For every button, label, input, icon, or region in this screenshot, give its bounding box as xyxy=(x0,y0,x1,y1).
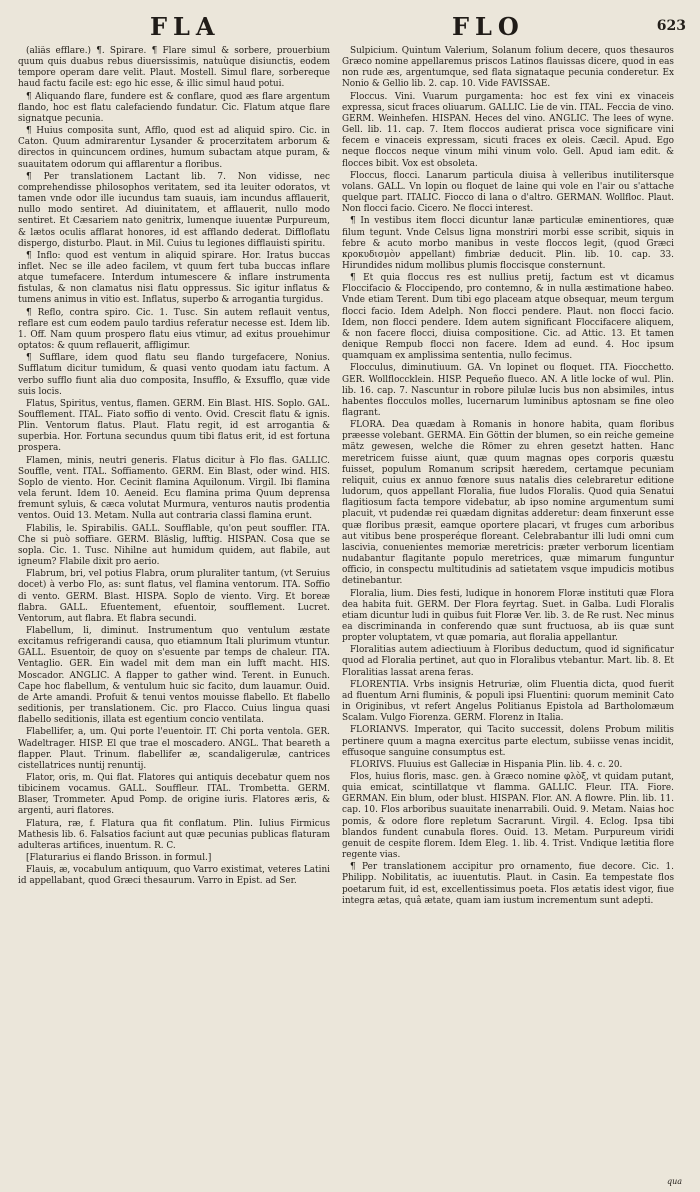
dictionary-entry: Flatura, ræ, f. Flatura qua fit conflatum. Plin. Iulius Firmicus Mathesis lib. 6. Falsatios faciunt aut quæ pecunias publicas flaturam adulteras artifices, inuentum. R. C. xyxy=(18,818,330,851)
dictionary-entry: ¶ Huius composita sunt, Afflo, quod est ad aliquid spiro. Cic. in Caton. Quum admirarentur Lysander & procerzitatem arborum & directos in quincuncem ordines, humum subactam atque puram, & suauitatem odorum qui afflarentur a floribus. xyxy=(18,126,330,170)
running-head-left: FLA xyxy=(150,12,221,41)
dictionary-entry: ¶ Sufflare, idem quod flatu seu flando turgefacere, Nonius. Sufflatum dicitur tumidum, & quasi vento quodam iatu factum. A verbo sufflo fiunt alia duo composita, Insufflo, & Exsufflo, quæ vide suis locis. xyxy=(18,353,330,397)
dictionary-entry: ¶ Aliquando flare, fundere est & conflare, quod æs flare argentum flando, hoc est flatu calefaciendo fundatur. Cic. Flatum atque flare signatque pecunia. xyxy=(18,91,330,124)
dictionary-entry: Flabilis, le. Spirabilis. GALL. Soufflable, qu'on peut souffler. ITA. Che si può soffiare. GERM. Bläslig, lufftig. HISPAN. Cosa que se sopla. Cic. 1. Tusc. Nihilne aut humidum quidem, aut flabile, aut igneum? Flabile dixit pro aerio. xyxy=(18,523,330,568)
dictionary-entry: Floccus. Vini. Vuarum purgamenta: hoc est fex vini ex vinaceis expressa, sicut fraces oliuarum. GALLIC. Lie de vin. ITAL. Feccia de vino. GERM. Weinhefen. HISPAN. Heces del vino. ANGLIC. The lees of wyne. Gell. lib. 11. cap. 7. Item floccos audierat prisca voce significare vini fecem e vinaceis expressam, sicuti fraces ex oleis. Cæcil. Apud. Ego neque floccos neque vinum mihi vinum volo. Gell. Apud iam edit. & flocces bibit. Vox est obsoleta. xyxy=(342,91,674,169)
dictionary-entry: Floccus, flocci. Lanarum particula diuisa à velleribus inutilitersque volans. GALL. Vn lopin ou floquet de laine qui vole en l'air ou s'attache quelque part. ITALIC. Fiocco di lana o d'altro. GERMAN. Wollfloc. Plaut. Non flocci facio. Cicero. Ne flocci interest. xyxy=(342,170,674,215)
catchword: qua xyxy=(666,1177,682,1186)
dictionary-entry: Flabellum, li, diminut. Instrumentum quo ventulum æstate excitamus refrigerandi causa, quo etiamnum Itali plurimum vtuntur. GALL. Esuentoir, de quoy on s'esuente par temps de chaleur. ITA. Ventaglio. GER. Ein wadel mit dem man ein lufft macht. HIS. Moscador. ANGLIC. A flapper to gather wind. Terent. in Eunuch. Cape hoc flabellum, & ventulum huic sic facito, dum lauamur. Ouid. de Arte amandi. Profuit & tenui ventos mouisse flabello. Et flabello seditionis, per translationem. Cic. pro Flacco. Cuius lingua quasi flabello seditionis, illata est egentium concio ventilata. xyxy=(18,625,330,726)
dictionary-entry: FLORA. Dea quædam à Romanis in honore habita, quam floribus præesse volebant. GERMA. Ein Göttin der blumen, so ein reiche gemeine mätz gewesen, welche die Römer zu ehren gesetzt hatten. Hanc meretricem fuisse aiunt, quæ quum magnas opes corporis quæstu fuisset, populum Romanum scripsit hæredem, certamque pecuniam reliquit, cuius ex annuo fœnore suus natalis dies celebraretur editione ludorum, quos appellant Floralia, fiue ludos Floralis. Quod quia Senatui flagitiosum facta tempore videbatur, ab ipso nomine argumentum sumi placuit, vt pudendæ rei quædam dignitas adderetur: deam finxerunt esse quæ floribus præsit, eamque oportere placari, vt fruges cum arboribus aut vitibus bene prosperéque floreant. Celebrabantur illi ludi omni cum lascivia, conuenientes memoriæ meretricis: præter verborum licentiam nudabantur flagitante populo meretrices, quæ mimarum funguntur officio, in conspectu multitudinis ad satietatem vsque impudicis motibus detinebantur. xyxy=(342,420,674,587)
dictionary-entry: Flamen, minis, neutri generis. Flatus dicitur à Flo flas. GALLIC. Souffle, vent. ITAL. Soffiamento. GERM. Ein Blast, oder wind. HIS. Soplo de viento. Hor. Cecinit flamina Aquilonum. Virgil. Ibi flamina vela ferunt. Idem 10. Aeneid. Ecu flamina prima Quum deprensa fremunt syluis, & cæca volutat Murmura, venturos nautis prodentia ventos. Ouid 13. Metam. Nulla aut contraria classi flamina erunt. xyxy=(18,455,330,522)
dictionary-entry: Sulpicium. Quintum Valerium, Solanum folium decere, quos thesauros Græco nomine appellaremus priscos Latinos flauissas dicere, quod in eas non rude æs, argentumque, sed flata signataque pecunia conderetur. Ex Nonio & Gellio lib. 2. cap. 10. Vide FAVISSAE. xyxy=(342,46,674,90)
dictionary-entry: ¶ Per translationem Lactant lib. 7. Non vidisse, nec comprehendisse philosophos veritatem, sed ita leuiter odoratos, vt tamen vnde odor ille iucundus tam suauis, iam incundus afflauerit, nullo modo sentiret. Ad diuinitatem, et afflauerit, nullo modo sentiret. Et Cæsariem nato genitrix, lumenque iuuentæ Purpureum, & lætos oculis afflarat honores, id est afflando dederat. Diffloflatu dispergo, disturbo. Plaut. in Mil. Cuius tu legiones difflauisti spiritu. xyxy=(18,171,330,249)
dictionary-entry: FLORIANVS. Imperator, qui Tacito successit, dolens Probum militis pertinere quum a magna exercitus parte electum, subiisse venas incidit, effusoque sanguine consumptus est. xyxy=(342,725,674,758)
page-number: 623 xyxy=(656,18,686,34)
dictionary-entry: [Flaturarius ei flando Brisson. in formul.] xyxy=(26,853,212,864)
dictionary-entry: Flabellifer, a, um. Qui porte l'euentoir. IT. Chi porta ventola. GER. Wadeltrager. HISP. El que trae el moscadero. ANGL. That beareth a flapper. Plaut. Trinum. flabellifer æ, scandaligerulæ, cantrices cistellatrices nuntij renuntij. xyxy=(18,727,330,771)
dictionary-entry: Flator, oris, m. Qui flat. Flatores qui antiquis decebatur quem nos tibicinem vocamus. GALL. Souffleur. ITAL. Trombetta. GERM. Blaser, Trommeter. Apud Pomp. de origine iuris. Flatores æris, & argenti, auri flatores. xyxy=(18,773,330,817)
dictionary-entry: ¶ Inflo: quod est ventum in aliquid spirare. Hor. Iratus buccas inflet. Nec se ille adeo facilem, vt quum fert tuba buccas inflare atque tumefacere. Interdum intumescere & inflare instrumenta fistulas, & non clamatus nisi flatu oppressus. Sic igitur inflatus & tumens animus in vitio est. Inflatus, superbo & arrogantia turgidus. xyxy=(18,250,330,306)
dictionary-entry: FLORIVS. Fluuius est Galleciæ in Hispania Plin. lib. 4. c. 20. xyxy=(350,759,623,770)
dictionary-entry: FLORENTIA. Vrbs insignis Hetruriæ, olim Fluentia dicta, quod fuerit ad fluentum Arni fluminis, & populi ipsi Fluentini: quorum meminit Cato in Originibus, vt refert Angelus Politianus Epistola ad Bartholomæum Scalam. Vulgo Fiorenza. GERM. Florenz in Italia. xyxy=(342,679,674,724)
dictionary-entry: ¶ Per translationem accipitur pro ornamento, fiue decore. Cic. 1. Philipp. Nobilitatis, ac iuuentutis. Plaut. in Casin. Ea tempestate flos poetarum fuit, id est, excellentissimus poeta. Flos ætatis idest vigor, fiue integra ætas, quâ ætate, quam iam iustum incrementum sunt adepti. xyxy=(342,862,674,906)
right-column xyxy=(342,46,674,1182)
dictionary-entry: Flabrum, bri, vel potius Flabra, orum pluraliter tantum, (vt Seruius docet) à verbo Flo, as: sunt flatus, vel flamina ventorum. ITA. Soffio di vento. GERM. Blast. HISPA. Soplo de viento. Virg. Et boreæ flabra. GALL. Efuentement, efuentoir, soufflement. Lucret. Ventorum, aut flabra. Et flabra secundi. xyxy=(18,569,330,624)
dictionary-entry: ¶ Et quia floccus res est nullius pretij, factum est vt dicamus Floccifacio & Floccipendo, pro contemno, & in nulla æstimatione habeo. Vnde etiam Terent. Dum tibi ego placeam atque obsequar, meum tergum flocci facio. Idem Adelph. Non flocci pendere. Plaut. non flocci facio. Idem, non flocci pendere. Idem autem significant Floccifacere aliquem, & non facere flocci, diuisa compositione. Cic. ad Attic. 13. Et tamen denique Rempub flocci non facere. Idem ad eund. 4. Hoc ipsum quamquam ex amplissima sententia, nullo fecimus. xyxy=(342,273,674,362)
dictionary-entry: Flauis, æ, vocabulum antiquum, quo Varro existimat, veteres Latini id appellabant, quod Græci thesaurum. Varro in Epist. ad Ser. xyxy=(18,865,330,887)
dictionary-entry: (aliâs efflare.) ¶. Spirare. ¶ Flare simul & sorbere, prouerbium quum quis duabus rebus diuersissimis, natuùque disiunctis, eodem tempore operam dare velit. Plaut. Mostell. Simul flare, sorbereque haud factu facile est: ego hic esse, & illic simul haud potui. xyxy=(18,46,330,90)
dictionary-entry: Flatus, Spiritus, ventus, flamen. GERM. Ein Blast. HIS. Soplo. GAL. Soufflement. ITAL. Fiato soffio di vento. Ovid. Crescit flatu & ignis. Plin. Ventorum flatus. Plaut. Flatu regit, id est arrogantia & superbia. Hor. Fortuna secundus quum tibi flatus erit, id est fortuna prospera. xyxy=(18,398,330,454)
left-column xyxy=(18,46,330,1182)
dictionary-entry: Flos, huius floris, masc. gen. à Græco nomine φλὸξ, vt quidam putant, quia emicat, scintillatque vt flamma. GALLIC. Fleur. ITA. Fiore. GERMAN. Ein blum, oder blust. HISPAN. Flor. AN. A flowre. Plin. lib. 11. cap. 10. Flos arboribus suauitate inenarrabili. Ouid. 9. Metam. Naias hoc pomis, & odore flore repletum Sacrarunt. Virgil. 4. Eclog. Ipsa tibi blandos fundent cunabula flores. Ouid. 13. Metam. Purpureum viridi genuit de cespite florem. Idem Eleg. 1. lib. 4. Trist. Vndique lætitia flore regente vias. xyxy=(342,772,674,861)
dictionary-entry: ¶ In vestibus item flocci dicuntur lanæ particulæ eminentiores, quæ filum tegunt. Vnde Celsus ligna monstriri morbi esse scribit, siquis in febre & acuto morbo manibus in veste floccos legit, (quod Græci κροκυδισμὸν appellant) fimbriæ deducit. Plin. lib. 10. cap. 33. Hirundides nidum mollibus plumis floccisque consternunt. xyxy=(342,216,674,271)
dictionary-entry: ¶ Reflo, contra spiro. Cic. 1. Tusc. Sin autem reflauit ventus, reflare est cum eodem paulo tardius referatur necesse est. Idem lib. 1. Off. Nam quum prospero flatu eius vtimur, ad exitus prouehimur optatos: & quum reflauerit, affligimur. xyxy=(18,307,330,352)
dictionary-entry: Flocculus, diminutiuum. GA. Vn lopinet ou floquet. ITA. Fiocchetto. GER. Wollfloccklein. HISP. Pequeño flueco. AN. A litle locke of wul. Plin. lib. 16. cap. 7. Nascuntur in robore pilulæ lucis bus non absimiles, intus habentes flocculos molles, lucernarum luminibus aptosnam se fine oleo flagrant. xyxy=(342,363,674,418)
running-head-right: FLO xyxy=(452,12,525,41)
dictionary-entry: Floralitias autem adiectiuum à Floribus deductum, quod id significatur quod ad Floralia pertinet, aut quo in Floralibus vtebantur. Mart. lib. 8. Et Floralitias lassat arena feras. xyxy=(342,645,674,678)
column-gutter xyxy=(336,46,337,1182)
dictionary-entry: Floralia, lium. Dies festi, ludique in honorem Floræ instituti quæ Flora dea habita fuit. GERM. Der Flora feyrtag. Suet. in Galba. Ludi Floralis etiam dicuntur ludi in quibus fuit Floræ Ver. lib. 3. de Re rust. Nec minus ea discriminanda in conferendo quæ sunt fructuosa, ab iis quæ sunt propter voluptatem, vt quæ pomaria, aut floralia appellantur. xyxy=(342,588,674,644)
